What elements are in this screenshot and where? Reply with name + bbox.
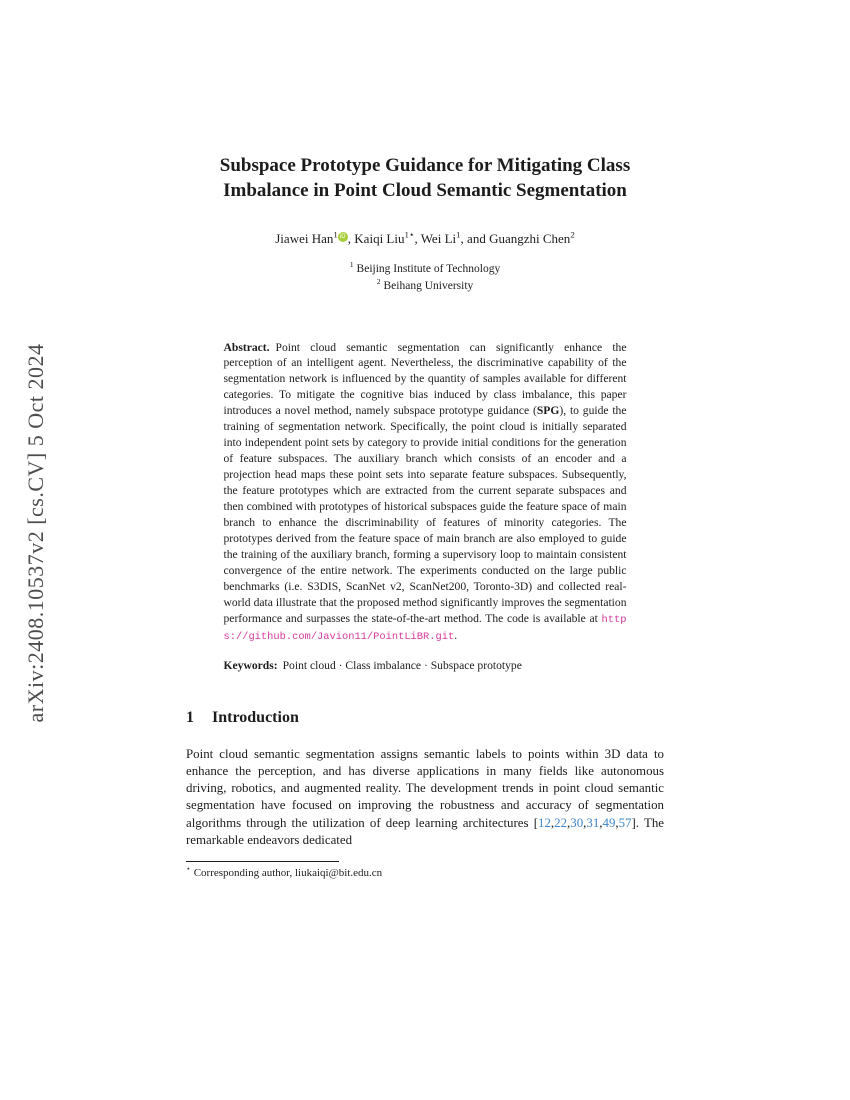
author-affil-mark: 2 bbox=[570, 229, 575, 240]
author-name: Kaiqi Liu bbox=[354, 231, 405, 247]
author-separator: , bbox=[347, 231, 355, 247]
paper-title: Subspace Prototype Guidance for Mitigating Class Imbalance in Point Cloud Semantic Segmentation bbox=[219, 155, 631, 202]
citation-link[interactable]: 49 bbox=[602, 815, 616, 830]
author-affil-mark: 1 bbox=[333, 229, 338, 240]
author-name: Jiawei Han bbox=[275, 231, 334, 247]
citation-link[interactable]: 22 bbox=[554, 815, 568, 830]
footnote-divider bbox=[186, 861, 339, 862]
affiliation-line bbox=[186, 261, 664, 278]
author-affil-mark: 1⋆ bbox=[404, 229, 415, 240]
author-separator: , bbox=[414, 231, 421, 247]
introduction-paragraph bbox=[186, 746, 664, 849]
author-affil-mark: 1 bbox=[456, 229, 461, 240]
affiliation-line bbox=[186, 278, 664, 295]
citation-separator: , bbox=[550, 815, 555, 830]
footnote-marker: ⋆ bbox=[186, 864, 191, 874]
code-repository-link[interactable]: https://github.com/Javion11/PointLiBR.git bbox=[223, 614, 627, 643]
keywords-label: Keywords: bbox=[223, 658, 278, 672]
author-separator: , and bbox=[460, 231, 490, 247]
citation-separator: , bbox=[567, 815, 571, 830]
citation-link[interactable]: 30 bbox=[570, 815, 584, 830]
abstract-text: Point cloud semantic segmentation can significantly enhance the perception of an intelligent agent. Nevertheless, the discriminative capability of the segmentation network is influenced by the quantity of samples available for different categories. To mitigate the cognitive bias induced by class imbalance, this paper introduces a novel method, namely subspace prototype guidance ( bbox=[223, 340, 627, 418]
abstract-text: . bbox=[454, 628, 458, 642]
footnote-text: Corresponding author, liukaiqi@bit.edu.cn bbox=[193, 866, 383, 879]
abstract bbox=[224, 340, 627, 644]
citation-link[interactable]: 12 bbox=[538, 815, 551, 830]
author-name: Wei Li bbox=[420, 231, 457, 247]
author-line bbox=[186, 231, 664, 247]
author-name: Guangzhi Chen bbox=[489, 231, 571, 247]
affil-name: Beijing Institute of Technology bbox=[356, 263, 501, 276]
abstract-text: ), to guide the training of segmentation network. Specifically, the point cloud is initially separated into independent point sets by category to provide initial conditions for the generation of feature subspaces. The auxiliary branch which consists of an encoder and a projection head maps these point sets into separate feature subspaces. Subsequently, the feature prototypes which are extracted from the current separate subspaces and then combined with prototypes of historical subspaces guide the feature space of main branch to enhance the discriminability of features of minority categories. The prototypes derived from the feature space of main branch are also employed to guide the training of the auxiliary branch, forming a supervisory loop to maintain consistent convergence of the entire network. The experiments conducted on the large public benchmarks (i.e. S3DIS, ScanNet v2, ScanNet200, Toronto-3D) and collected real-world data illustrate that the proposed method significantly improves the segmentation performance and surpasses the state-of-the-art method. The code is available at bbox=[223, 404, 627, 626]
paper-content bbox=[186, 0, 664, 879]
citation-separator: , bbox=[599, 815, 603, 830]
citation-separator: , bbox=[615, 815, 619, 830]
affil-mark: 1 bbox=[349, 260, 354, 270]
intro-text: Point cloud semantic segmentation assigns semantic labels to points within 3D data to enhance the perception, and has diverse applications in many fields like autonomous driving, robotics, and augmented reality. The development trends in point cloud semantic segmentation have focused on improving the robustness and accuracy of segmentation algorithms through the utilization of deep learning architectures [ bbox=[186, 746, 664, 830]
section-number: 1 bbox=[186, 708, 194, 726]
keywords-text: Point cloud · Class imbalance · Subspace prototype bbox=[282, 658, 522, 672]
orcid-icon[interactable]: iD bbox=[338, 232, 348, 242]
section-heading-introduction bbox=[186, 709, 664, 727]
arxiv-watermark: arXiv:2408.10537v2 [cs.CV] 5 Oct 2024 bbox=[23, 343, 48, 723]
affil-name: Beihang University bbox=[383, 279, 474, 292]
affil-mark: 2 bbox=[376, 277, 381, 286]
citation-separator: , bbox=[583, 815, 587, 830]
section-title: Introduction bbox=[212, 708, 299, 726]
citation-link[interactable]: 31 bbox=[586, 815, 600, 830]
abstract-spg-term: SPG bbox=[536, 404, 560, 418]
citation-link[interactable]: 57 bbox=[618, 815, 632, 830]
corresponding-author-footnote bbox=[186, 864, 664, 879]
abstract-label: Abstract. bbox=[223, 340, 270, 354]
intro-text: ]. The remarkable endeavors dedicated bbox=[186, 815, 665, 847]
keywords-line bbox=[224, 659, 627, 672]
affiliation-block bbox=[186, 261, 664, 294]
